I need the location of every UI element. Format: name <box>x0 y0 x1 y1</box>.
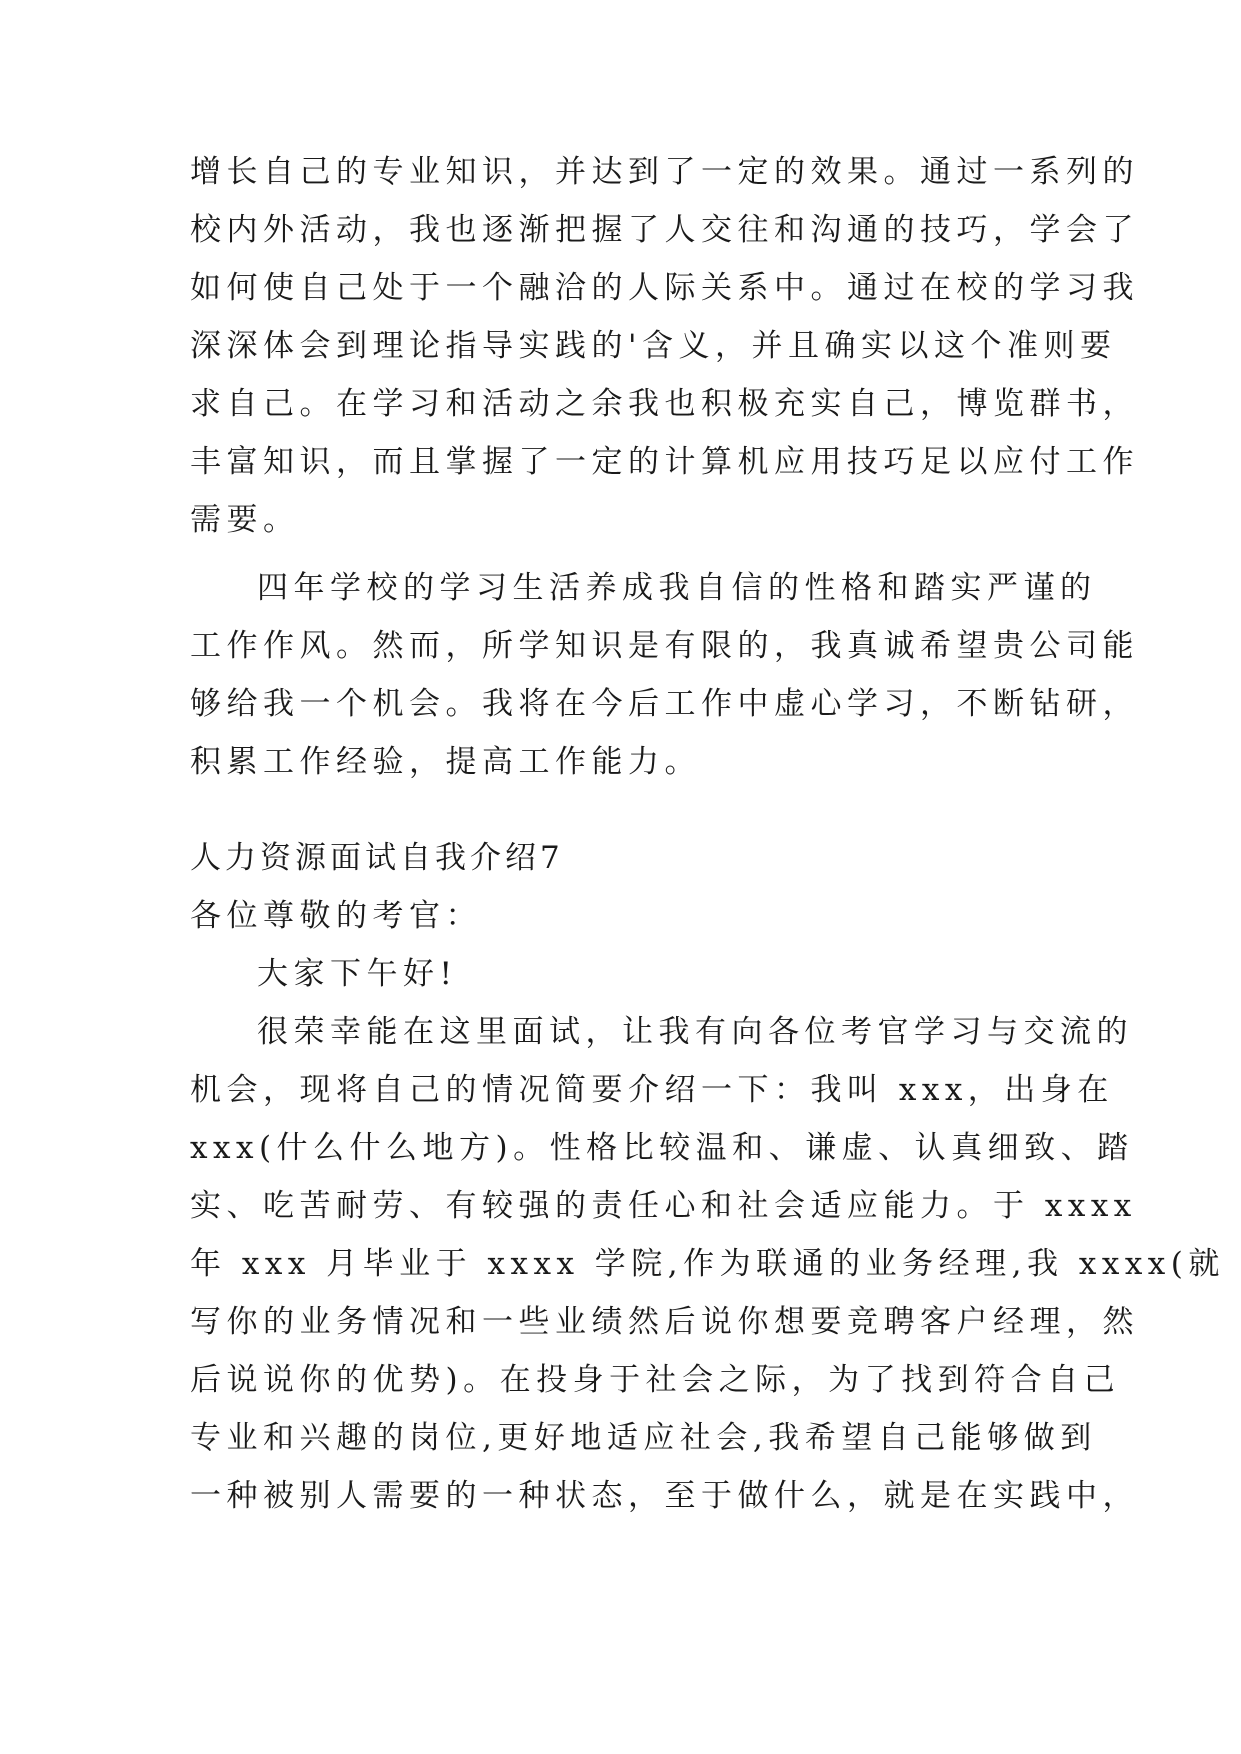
paragraph-line: 一种被别人需要的一种状态，至于做什么，就是在实践中， <box>190 1478 1139 1514</box>
paragraph-line: 四年学校的学习生活养成我自信的性格和踏实严谨的 <box>257 570 1097 606</box>
paragraph-line: xxx(什么什么地方)。性格比较温和、谦虚、认真细致、踏 <box>190 1130 1134 1166</box>
paragraph-line: 写你的业务情况和一些业绩然后说你想要竞聘客户经理，然 <box>190 1304 1139 1340</box>
paragraph-line: 需要。 <box>190 502 300 538</box>
paragraph-line: 机会，现将自己的情况简要介绍一下：我叫 xxx，出身在 <box>190 1072 1114 1108</box>
section-heading: 人力资源面试自我介绍7 <box>190 840 564 876</box>
greeting: 大家下午好! <box>257 956 458 992</box>
paragraph-line: 很荣幸能在这里面试，让我有向各位考官学习与交流的 <box>257 1014 1133 1050</box>
paragraph-line: 实、吃苦耐劳、有较强的责任心和社会适应能力。于 xxxx <box>190 1188 1137 1224</box>
paragraph-line: 后说说你的优势)。在投身于社会之际，为了找到符合自己 <box>190 1362 1121 1398</box>
paragraph-line: 年 xxx 月毕业于 xxxx 学院,作为联通的业务经理,我 xxxx(就 <box>190 1246 1225 1282</box>
paragraph-line: 如何使自己处于一个融洽的人际关系中。通过在校的学习我 <box>190 270 1139 306</box>
paragraph-line: 校内外活动，我也逐渐把握了人交往和沟通的技巧，学会了 <box>190 212 1139 248</box>
salutation: 各位尊敬的考官： <box>190 898 482 934</box>
paragraph-line: 丰富知识，而且掌握了一定的计算机应用技巧足以应付工作 <box>190 444 1139 480</box>
paragraph-line: 增长自己的专业知识，并达到了一定的效果。通过一系列的 <box>190 154 1139 190</box>
paragraph-line: 积累工作经验，提高工作能力。 <box>190 744 701 780</box>
paragraph-line: 深深体会到理论指导实践的'含义，并且确实以这个准则要 <box>190 328 1117 364</box>
paragraph-line: 专业和兴趣的岗位,更好地适应社会,我希望自己能够做到 <box>190 1420 1097 1456</box>
paragraph-line: 求自己。在学习和活动之余我也积极充实自己，博览群书， <box>190 386 1139 422</box>
paragraph-line: 工作作风。然而，所学知识是有限的，我真诚希望贵公司能 <box>190 628 1139 664</box>
paragraph-line: 够给我一个机会。我将在今后工作中虚心学习，不断钻研， <box>190 686 1139 722</box>
